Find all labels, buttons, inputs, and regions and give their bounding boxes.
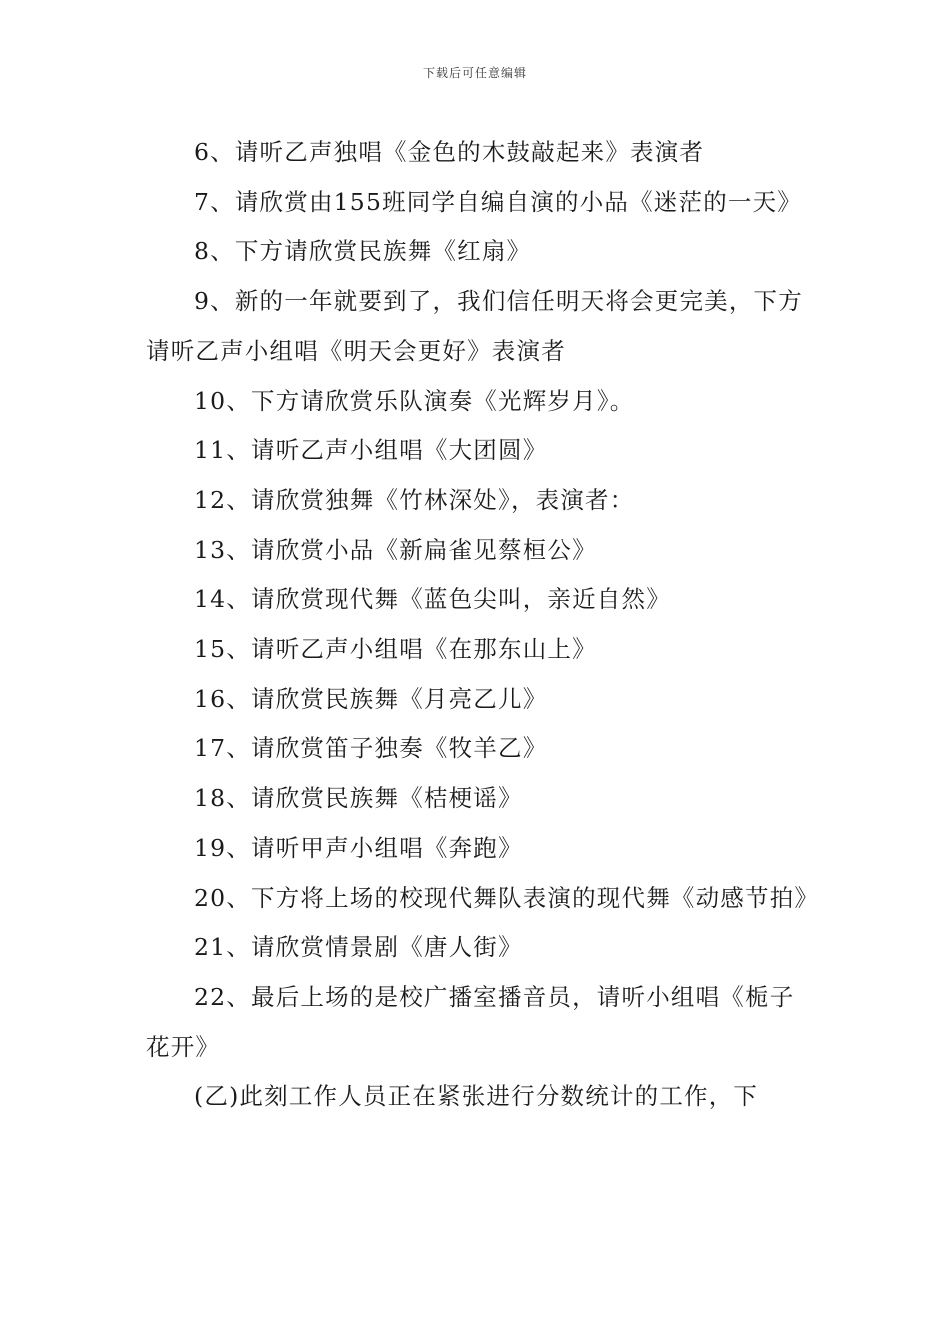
document-body	[146, 128, 820, 1122]
paragraph-item-9: 9、新的一年就要到了，我们信任明天将会更完美，下方请听乙声小组唱《明天会更好》表演者	[146, 287, 803, 365]
paragraph-item-20: 20、下方将上场的校现代舞队表演的现代舞《动感节拍》	[194, 883, 820, 912]
paragraph-item-19: 19、请听甲声小组唱《奔跑》	[194, 833, 523, 862]
paragraph-item-17: 17、请欣赏笛子独奏《牧羊乙》	[194, 734, 548, 763]
paragraph-item-7: 7、请欣赏由155班同学自编自演的小品《迷茫的一天》	[194, 187, 803, 216]
paragraph-item-18: 18、请欣赏民族舞《桔梗谣》	[194, 784, 523, 813]
header-note: 下载后可任意编辑	[422, 66, 527, 80]
paragraph-item-15: 15、请听乙声小组唱《在那东山上》	[194, 635, 597, 664]
paragraph-item-12: 12、请欣赏独舞《竹林深处》，表演者：	[194, 485, 635, 514]
paragraph-item-21: 21、请欣赏情景剧《唐人街》	[194, 933, 523, 962]
paragraph-item-11: 11、请听乙声小组唱《大团圆》	[194, 436, 548, 465]
paragraph-item-22: 22、最后上场的是校广播室播音员，请听小组唱《栀子花开》	[146, 982, 795, 1061]
paragraph-item-14: 14、请欣赏现代舞《蓝色尖叫，亲近自然》	[194, 585, 671, 614]
paragraph-item-16: 16、请欣赏民族舞《月亮乙儿》	[194, 684, 548, 713]
paragraph-item-10: 10、下方请欣赏乐队演奏《光辉岁月》。	[194, 386, 635, 415]
paragraph-item-13: 13、请欣赏小品《新扁雀见蔡桓公》	[194, 535, 597, 564]
paragraph-item-8: 8、下方请欣赏民族舞《红扇》	[194, 237, 532, 266]
paragraph-item-6: 6、请听乙声独唱《金色的木鼓敲起来》表演者	[194, 138, 705, 166]
paragraph-item-closing: (乙)此刻工作人员正在紧张进行分数统计的工作，下	[194, 1082, 759, 1111]
